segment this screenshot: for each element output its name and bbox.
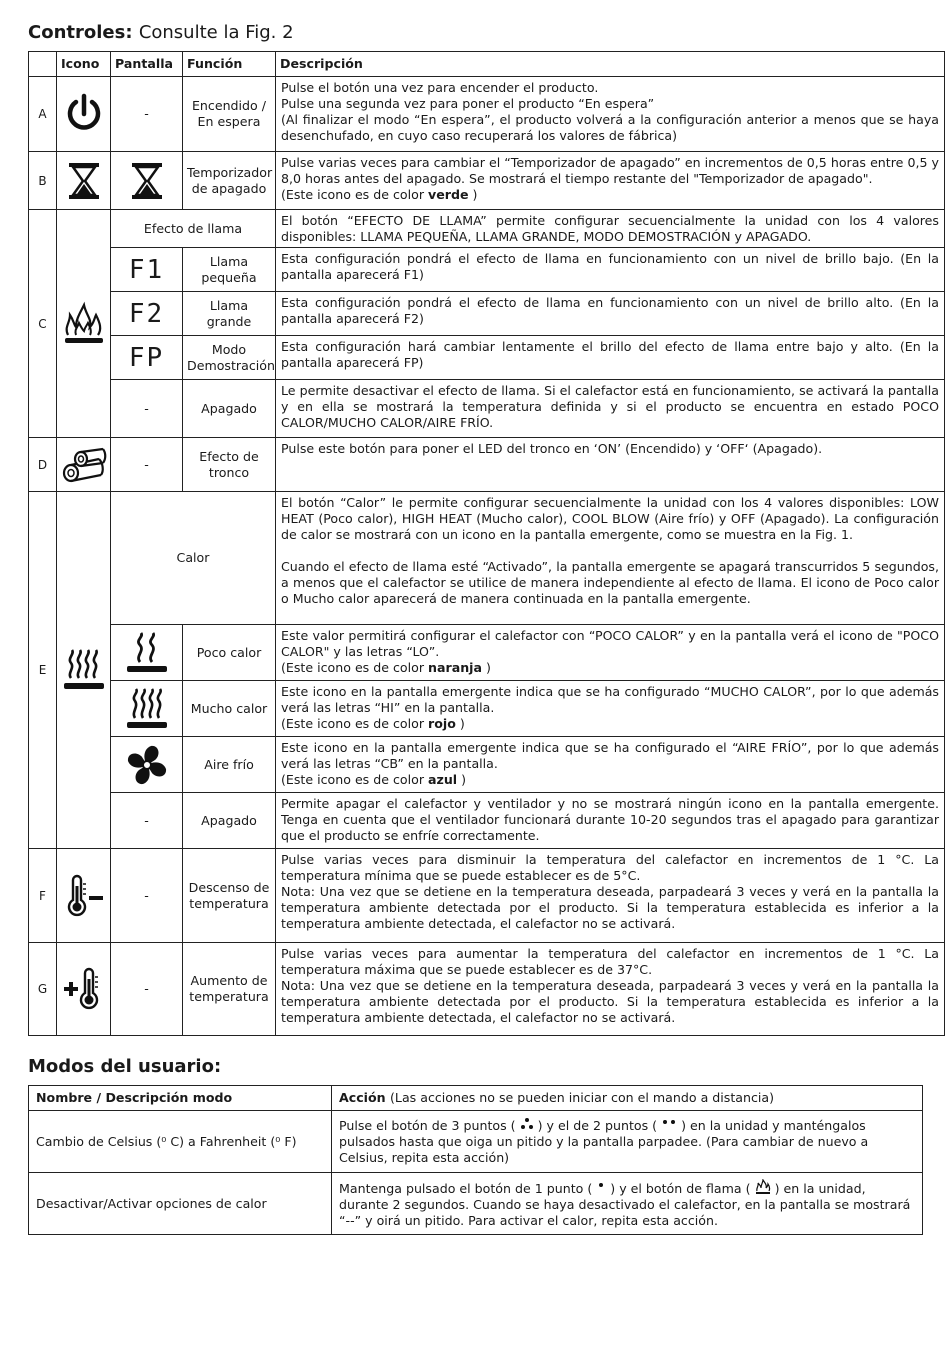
mode-name: Cambio de Celsius (⁰ C) a Fahrenheit (⁰ F) bbox=[29, 1111, 332, 1173]
table-row-a bbox=[29, 77, 945, 152]
desc-text: Este valor permitirá configurar el calefactor con “POCO CALOR” y en la pantalla verá el icono de "POCO CALOR" y las letras “LO”. bbox=[281, 628, 939, 659]
description-cell bbox=[276, 681, 945, 737]
user-modes-table bbox=[28, 1085, 923, 1235]
header-description: Descripción bbox=[276, 52, 945, 77]
desc-text: Pulse varias veces para cambiar el “Temporizador de apagado” en incrementos de 0,5 horas entre 0,5 y 8,0 horas antes del apagado. Se mostrará el tiempo restante del "Temporizador de apagado". bbox=[281, 155, 939, 186]
description-cell: Pulse este botón para poner el LED del tronco en ‘ON’ (Encendido) y ‘OFF‘ (Apagado). bbox=[276, 438, 945, 492]
table-row-e-cool bbox=[29, 737, 945, 793]
function-cell: Llama pequeña bbox=[183, 248, 276, 292]
description-cell: Esta configuración hará cambiar lentamente el brillo del efecto de llama entre bajo y alto. (En la pantalla aparecerá FP) bbox=[276, 336, 945, 380]
color-note bbox=[281, 660, 939, 676]
action-label: Acción bbox=[339, 1090, 386, 1105]
hourglass-display-icon bbox=[111, 152, 183, 210]
function-cell: Aumento de temperatura bbox=[183, 943, 276, 1036]
display-fp: FP bbox=[111, 336, 183, 380]
desc-note: Nota: Una vez que se detiene en la temperatura deseada, parpadeará 3 veces y verá en la pantalla la temperatura ambiente detectada por el producto. Si la temperatura establecida es inferior a la temperatura ambiente detectada, el calefactor no se activará. bbox=[281, 978, 939, 1025]
description-cell: Esta configuración pondrá el efecto de llama en funcionamiento con un nivel de brillo bajo. (En la pantalla aparecerá F1) bbox=[276, 248, 945, 292]
note-pre: (Este icono es de color bbox=[281, 660, 429, 675]
color-note bbox=[281, 772, 939, 788]
controls-table bbox=[28, 51, 945, 1036]
color-note bbox=[281, 716, 939, 732]
function-cell: Temporizador de apagado bbox=[183, 152, 276, 210]
user-modes-title: Modos del usuario: bbox=[28, 1056, 222, 1077]
note-post: ) bbox=[468, 187, 478, 202]
note-pre: (Este icono es de color bbox=[281, 716, 429, 731]
desc-line: (Al finalizar el modo “En espera”, el producto volverá a la configuración anterior a menos que se haya desenchufado, en cuyo caso recuperará los valores de fábrica) bbox=[281, 112, 939, 143]
description-cell: Permite apagar el calefactor y ventilador y no se mostrará ningún icono en la pantalla emergente. Tenga en cuenta que el ventilador funcionará durante 10-20 segundos tras el apagado para garantizar que el producto se enfríe correctamente. bbox=[276, 793, 945, 849]
row-letter: D bbox=[29, 438, 57, 492]
controls-title-bold: Controles: bbox=[28, 22, 133, 43]
function-cell: Efecto de tronco bbox=[183, 438, 276, 492]
desc-paragraph: Cuando el efecto de llama esté “Activado”, la pantalla emergente se apagará transcurridos 5 segundos, a menos que el calefactor se utilice de manera independiente al efecto de llama. El icono de Poco calor o Mucho calor aparecerá de manera continuada en la pantalla emergente. bbox=[281, 559, 939, 606]
function-cell: Aire frío bbox=[183, 737, 276, 793]
table-row-b bbox=[29, 152, 945, 210]
table-header-row bbox=[29, 52, 945, 77]
description-cell: Esta configuración pondrá el efecto de llama en funcionamiento con un nivel de brillo alto. (En la pantalla aparecerá F2) bbox=[276, 292, 945, 336]
function-cell: Encendido / En espera bbox=[183, 77, 276, 152]
note-post: ) bbox=[481, 660, 491, 675]
note-pre: (Este icono es de color bbox=[281, 187, 429, 202]
mode-name: Desactivar/Activar opciones de calor bbox=[29, 1173, 332, 1235]
heat-label: Calor bbox=[111, 492, 276, 625]
desc-paragraph: El botón “Calor” le permite configurar secuencialmente la unidad con los 4 valores disponibles: LOW HEAT (Poco calor), HIGH HEAT (Mucho calor), COOL BLOW (Aire frío) y OFF (Apagado). La configuración de calor se mostrará con un icono en la pantalla emergente, como se muestra en la Fig. 1. bbox=[281, 495, 939, 542]
high-heat-icon bbox=[111, 681, 183, 737]
description-cell: El botón “EFECTO DE LLAMA” permite configurar secuencialmente la unidad con los 4 valores disponibles: LLAMA PEQUEÑA, LLAMA GRANDE, MODO DEMOSTRACIÓN y APAGADO. bbox=[276, 210, 945, 248]
function-cell: Apagado bbox=[183, 793, 276, 849]
fan-icon bbox=[111, 737, 183, 793]
action-text: Mantenga pulsado el botón de 1 punto ( bbox=[339, 1180, 593, 1196]
table-row-e-off bbox=[29, 793, 945, 849]
hourglass-icon bbox=[57, 152, 111, 210]
table-row-e-high bbox=[29, 681, 945, 737]
action-text: Pulse el botón de 3 puntos ( bbox=[339, 1118, 516, 1133]
desc-note: Nota: Una vez que se detiene en la temperatura deseada, parpadeará 3 veces y verá en la pantalla la temperatura ambiente detectada por el producto. Si la temperatura establecida es inferior a la temperatura ambiente detectada, el calefactor no se activará. bbox=[281, 884, 939, 931]
table-row-d bbox=[29, 438, 945, 492]
function-cell: Descenso de temperatura bbox=[183, 849, 276, 943]
desc-text: Pulse varias veces para aumentar la temperatura del calefactor en incrementos de 1 °C. La temperatura máxima que se puede establecer es de 37°C. bbox=[281, 946, 939, 977]
description-cell bbox=[276, 849, 945, 943]
color-note bbox=[281, 187, 939, 203]
action-note: (Las acciones no se pueden iniciar con el mando a distancia) bbox=[390, 1090, 775, 1105]
temperature-down-icon bbox=[57, 849, 111, 943]
header-blank bbox=[29, 52, 57, 77]
note-pre: (Este icono es de color bbox=[281, 772, 429, 787]
modes-header-name: Nombre / Descripción modo bbox=[29, 1086, 332, 1111]
three-dots-icon bbox=[520, 1117, 534, 1131]
flame-icon bbox=[57, 210, 111, 438]
desc-line: Pulse una segunda vez para poner el producto “En espera” bbox=[281, 96, 655, 111]
log-icon bbox=[57, 438, 111, 492]
description-cell bbox=[276, 492, 945, 625]
note-color: naranja bbox=[428, 660, 482, 675]
table-row-c-fp bbox=[29, 336, 945, 380]
mode-action bbox=[332, 1111, 923, 1173]
action-text: ) en la unidad, durante 2 segundos. Cuando se haya desactivado el calefactor, en la pantalla se mostrará “--” y oirá un pitido. Para activar el calor, repita esta acción. bbox=[339, 1180, 911, 1228]
desc-text: Pulse varias veces para disminuir la temperatura del calefactor en incrementos de 1 °C. La temperatura mínima que se puede establecer es de 5°C. bbox=[281, 852, 939, 883]
description-cell bbox=[276, 943, 945, 1036]
function-cell: Modo Demostración bbox=[183, 336, 276, 380]
row-letter: C bbox=[29, 210, 57, 438]
table-row-c-off bbox=[29, 380, 945, 438]
display-f2: F2 bbox=[111, 292, 183, 336]
note-post: ) bbox=[457, 772, 467, 787]
low-heat-icon bbox=[111, 625, 183, 681]
table-row-g bbox=[29, 943, 945, 1036]
flame-button-icon bbox=[755, 1179, 771, 1195]
display-cell: - bbox=[111, 380, 183, 438]
row-letter: G bbox=[29, 943, 57, 1036]
table-row-e-low bbox=[29, 625, 945, 681]
description-cell bbox=[276, 77, 945, 152]
note-color: verde bbox=[428, 187, 469, 202]
table-row-c-f2 bbox=[29, 292, 945, 336]
action-text: ) y el botón de flama ( bbox=[610, 1180, 751, 1196]
action-text: ) en la unidad y manténgalos pulsados hasta que oiga un pitido y la pantalla parpadee. (Para cambiar de nuevo a Celsius, repita esta acción) bbox=[339, 1118, 869, 1165]
display-cell: - bbox=[111, 793, 183, 849]
table-row-f bbox=[29, 849, 945, 943]
display-cell: - bbox=[111, 943, 183, 1036]
display-cell: - bbox=[111, 77, 183, 152]
description-cell bbox=[276, 737, 945, 793]
power-icon bbox=[57, 77, 111, 152]
modes-row bbox=[29, 1111, 923, 1173]
description-cell: Le permite desactivar el efecto de llama. Si el calefactor está en funcionamiento, se activará la pantalla y en ella se mostrará la temperatura definida y si el producto se encuentra en estado POCO CALOR/MUCHO CALOR/AIRE FRÍO. bbox=[276, 380, 945, 438]
table-row-e bbox=[29, 492, 945, 625]
note-color: rojo bbox=[428, 716, 456, 731]
modes-header-row bbox=[29, 1086, 923, 1111]
header-icon: Icono bbox=[57, 52, 111, 77]
row-letter: B bbox=[29, 152, 57, 210]
row-letter: F bbox=[29, 849, 57, 943]
table-row-c-f1 bbox=[29, 248, 945, 292]
function-cell: Llama grande bbox=[183, 292, 276, 336]
note-post: ) bbox=[455, 716, 465, 731]
display-cell: - bbox=[111, 849, 183, 943]
document-page bbox=[28, 20, 944, 1235]
function-cell: Mucho calor bbox=[183, 681, 276, 737]
header-function: Función bbox=[183, 52, 276, 77]
flame-effect-label: Efecto de llama bbox=[111, 210, 276, 248]
row-letter: E bbox=[29, 492, 57, 849]
one-dot-icon bbox=[596, 1181, 606, 1191]
table-row-c bbox=[29, 210, 945, 248]
header-display: Pantalla bbox=[111, 52, 183, 77]
function-cell: Apagado bbox=[183, 380, 276, 438]
two-dots-icon bbox=[661, 1118, 677, 1128]
controls-title-rest: Consulte la Fig. 2 bbox=[138, 22, 294, 43]
description-cell bbox=[276, 152, 945, 210]
desc-text: Este icono en la pantalla emergente indica que se ha configurado el “AIRE FRÍO”, por lo que además verá las letras “CB” en la pantalla. bbox=[281, 740, 939, 771]
display-cell: - bbox=[111, 438, 183, 492]
modes-row bbox=[29, 1173, 923, 1235]
action-text: ) y el de 2 puntos ( bbox=[537, 1118, 658, 1133]
row-letter: A bbox=[29, 77, 57, 152]
modes-header-action bbox=[332, 1086, 923, 1111]
note-color: azul bbox=[428, 772, 458, 787]
mode-action bbox=[332, 1173, 923, 1235]
controls-title bbox=[28, 20, 944, 46]
desc-line: Pulse el botón una vez para encender el producto. bbox=[281, 80, 599, 95]
function-cell: Poco calor bbox=[183, 625, 276, 681]
temperature-up-icon bbox=[57, 943, 111, 1036]
heat-icon bbox=[57, 492, 111, 849]
description-cell bbox=[276, 625, 945, 681]
display-f1: F1 bbox=[111, 248, 183, 292]
desc-text: Este icono en la pantalla emergente indica que se ha configurado “MUCHO CALOR”, por lo que además verá las letras “HI” en la pantalla. bbox=[281, 684, 939, 715]
